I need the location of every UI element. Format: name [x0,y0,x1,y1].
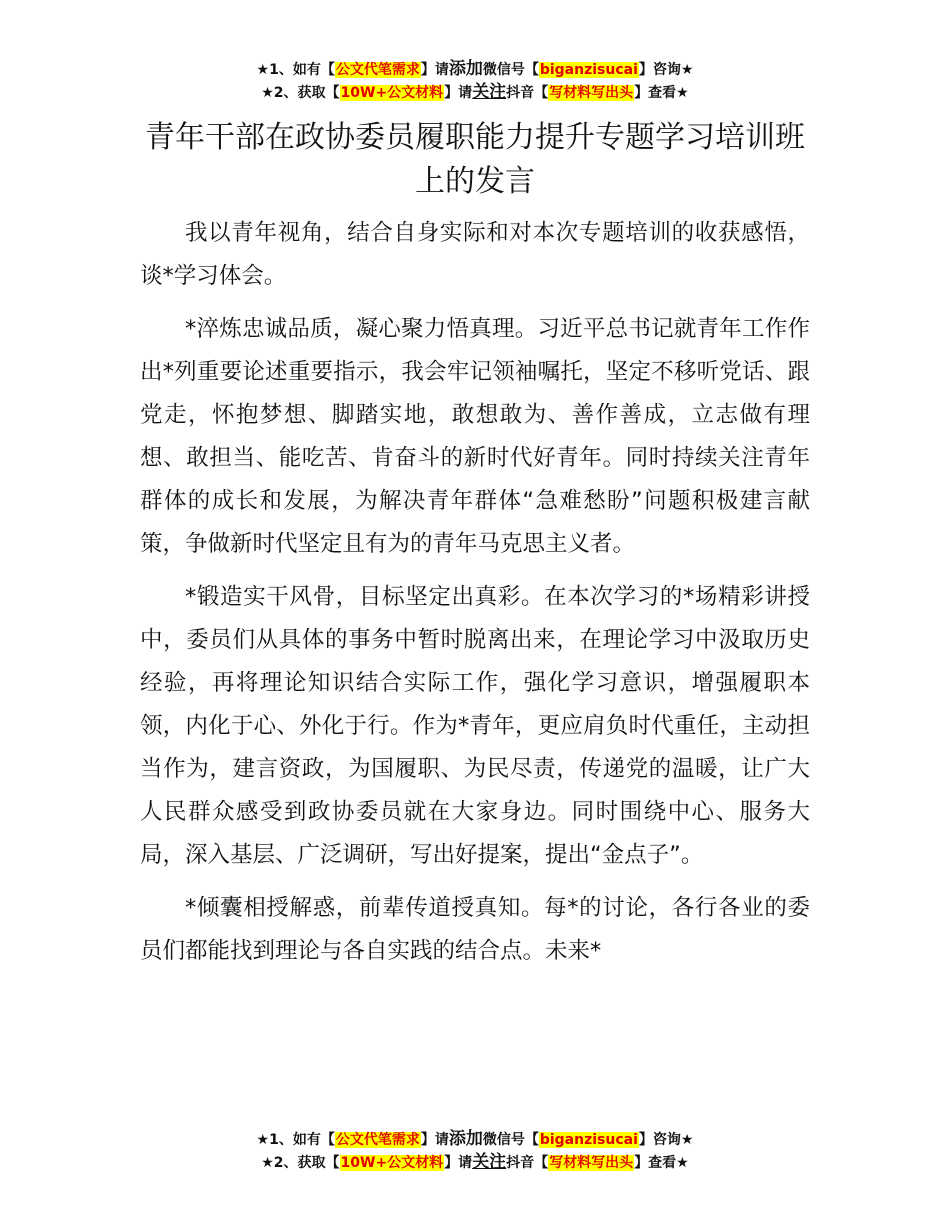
banner-text: 】咨询★ [638,1132,694,1148]
highlight-materials: 10W+公文材料 [340,1155,444,1171]
highlight-materials: 10W+公文材料 [340,85,444,101]
paragraph: *淬炼忠诚品质，凝心聚力悟真理。习近平总书记就青年工作作出*列重要论述重要指示，我会牢记领袖嘱托，坚定不移听党话、跟党走，怀抱梦想、脚踏实地，敢想敢为、善作善成，立志做有理想、敢担当、能吃苦、肯奋斗的新时代好青年。同时持续关注青年群体的成长和发展，为解决青年群体“急难愁盼”问题积极建言献策，争做新时代坚定且有为的青年马克思主义者。 [140,316,810,557]
banner-text: 】请 [420,1132,449,1148]
banner-text: ★1、如有【 [256,62,335,78]
document-title: 青年干部在政协委员履职能力提升专题学习培训班上的发言 [145,120,805,199]
banner-line-2 [0,81,950,104]
paragraph: *锻造实干风骨，目标坚定出真彩。在本次学习的*场精彩讲授中，委员们从具体的事务中暂时脱离出来，在理论学习中汲取历史经验，再将理论知识结合实际工作，强化学习意识，增强履职本领，内化于心、外化于行。作为*青年，更应肩负时代重任，主动担当作为，建言资政，为国履职、为民尽责，传递党的温暖，让广大人民群众感受到政协委员就在大家身边。同时围绕中心、服务大局，深入基层、广泛调研，写出好提案，提出“金点子”。 [140,584,810,868]
banner-text: ★2、获取【 [261,1155,340,1171]
banner-text: 抖音【 [506,85,549,101]
banner-text: 抖音【 [506,1155,549,1171]
banner-text: 】查看★ [634,85,689,101]
banner-text: 微信号【 [482,1132,539,1148]
banner-line-1 [0,1128,950,1151]
banner-emphasis: 添加 [448,59,483,79]
banner-text: 】请 [420,62,449,78]
highlight-wechat-id: biganzisucai [539,62,638,78]
banner-text: 】查看★ [634,1155,689,1171]
banner-text: ★1、如有【 [256,1132,335,1148]
banner-line-1 [0,58,950,81]
highlight-service: 公文代笔需求 [335,1132,420,1148]
banner-emphasis: 关注 [472,1152,507,1172]
paragraph: *倾囊相授解惑，前辈传道授真知。每*的讨论，各行各业的委员们都能找到理论与各自实践的结合点。未来* [140,895,810,964]
banner-text: 微信号【 [482,62,539,78]
highlight-service: 公文代笔需求 [335,62,420,78]
banner-text: ★2、获取【 [261,85,340,101]
header-banner [0,58,950,104]
paragraph: 我以青年视角，结合自身实际和对本次专题培训的收获感悟，谈*学习体会。 [140,220,810,289]
banner-text: 】请 [444,1155,473,1171]
highlight-douyin-account: 写材料写出头 [549,85,634,101]
banner-emphasis: 关注 [472,82,507,102]
highlight-wechat-id: biganzisucai [539,1132,638,1148]
footer-banner [0,1128,950,1174]
banner-emphasis: 添加 [448,1129,483,1149]
banner-text: 】咨询★ [638,62,694,78]
highlight-douyin-account: 写材料写出头 [549,1155,634,1171]
banner-text: 】请 [444,85,473,101]
document-body [140,212,810,983]
banner-line-2 [0,1151,950,1174]
